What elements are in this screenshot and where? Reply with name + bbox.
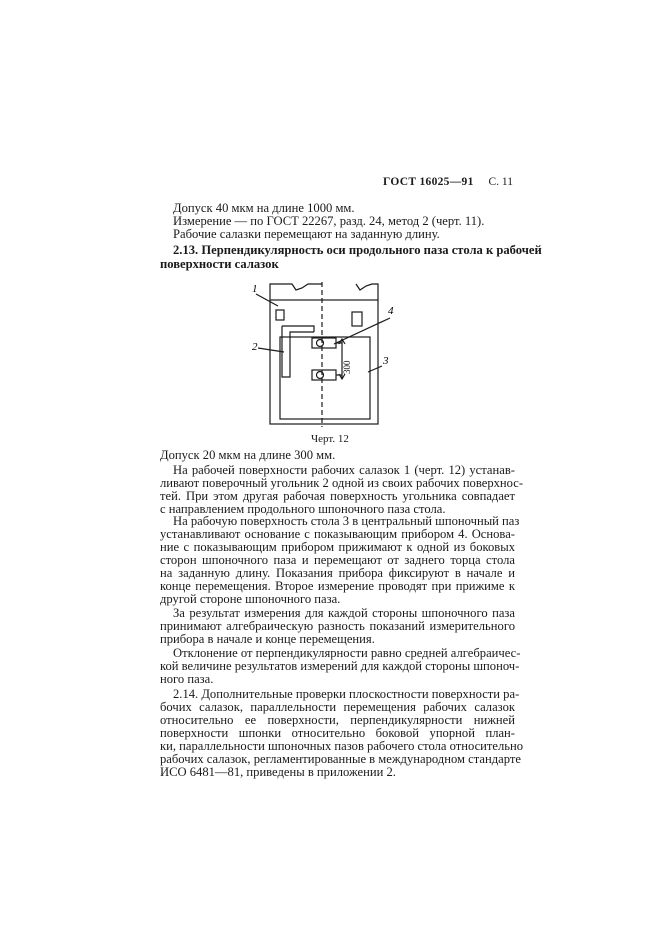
break-line-left: [270, 284, 322, 300]
text-line: Допуск 40 мкм на длине 1000 мм.: [173, 201, 355, 215]
page-header: [383, 176, 513, 188]
text-line: На рабочей поверхности рабочих салазок 1 (черт. 12) устанав-: [173, 463, 515, 477]
section-heading-cont: поверхности салазок: [160, 257, 279, 271]
page-number: С. 11: [488, 176, 513, 188]
text-line: рабочих салазок, регламентированные в международном стандарте: [160, 752, 521, 766]
text-line: ИСО 6481—81, приведены в приложении 2.: [160, 765, 396, 779]
text-line: на заданную длину. Показания прибора фиксируют в начале и: [160, 566, 515, 580]
text-line: тей. При этом другая рабочая поверхность угольника совпадает: [160, 489, 515, 503]
figure-caption: Черт. 12: [311, 433, 349, 445]
text-line: принимают алгебраическую разность показаний измерительного: [160, 619, 515, 633]
figure-drawing: [250, 282, 410, 430]
label-3: 3: [383, 355, 389, 367]
text-line: За результат измерения для каждой стороны шпоночного паза: [173, 606, 515, 620]
section-heading: 2.13. Перпендикулярность оси продольного паза стола к рабочей: [173, 243, 542, 257]
table-outline: [280, 337, 370, 419]
label-4: 4: [388, 305, 394, 317]
text-line: другой стороне шпоночного паза.: [160, 592, 341, 606]
square-tool: [282, 326, 314, 377]
dimension-300: 300: [342, 360, 352, 374]
text-line: конце перемещения. Второе измерение проводят при прижиме к: [160, 579, 515, 593]
text-line: сторон шпоночного паза и перемещают от заднего торца стола: [160, 553, 515, 567]
text-line: Рабочие салазки перемещают на заданную длину.: [173, 227, 440, 241]
clamp-block: [276, 310, 284, 320]
figure-12: [250, 282, 410, 430]
break-line-right: [356, 284, 378, 300]
text-line: 2.14. Дополнительные проверки плоскостности поверхности ра-: [173, 687, 520, 701]
text-line: Отклонение от перпендикулярности равно средней алгебраичес-: [173, 646, 521, 660]
label-1: 1: [252, 283, 258, 295]
text-line: ки, параллельности шпоночных пазов рабочего стола относительно: [160, 739, 524, 753]
text-line: ливают поверочный угольник 2 одной из своих рабочих поверхнос-: [160, 476, 524, 490]
text-line: устанавливают основание с показывающим прибором 4. Основа-: [160, 527, 515, 541]
standard-code: ГОСТ 16025—91: [383, 176, 474, 188]
text-line: Допуск 20 мкм на длине 300 мм.: [160, 448, 336, 462]
label-2: 2: [252, 341, 258, 353]
text-line: поверхности шпонки относительно боковой упорной план-: [160, 726, 515, 740]
text-line: Измерение — по ГОСТ 22267, разд. 24, метод 2 (черт. 11).: [173, 214, 485, 228]
text-line: прибора в начале и конце перемещения.: [160, 632, 375, 646]
text-line: ного паза.: [160, 672, 214, 686]
text-line: кой величине результатов измерений для каждой стороны шпоноч-: [160, 659, 520, 673]
text-line: с направлением продольного шпоночного паза стола.: [160, 502, 446, 516]
text-line: относительно ее поверхности, перпендикулярности нижней: [160, 713, 515, 727]
stop-block: [352, 312, 362, 326]
text-line: бочих салазок, параллельности перемещения рабочих салазок: [160, 700, 515, 714]
square-tool-top: [282, 326, 314, 332]
text-line: ние с показывающим прибором прижимают к одной из боковых: [160, 540, 515, 554]
text-line: На рабочую поверхность стола 3 в центральный шпоночный паз: [173, 514, 520, 528]
